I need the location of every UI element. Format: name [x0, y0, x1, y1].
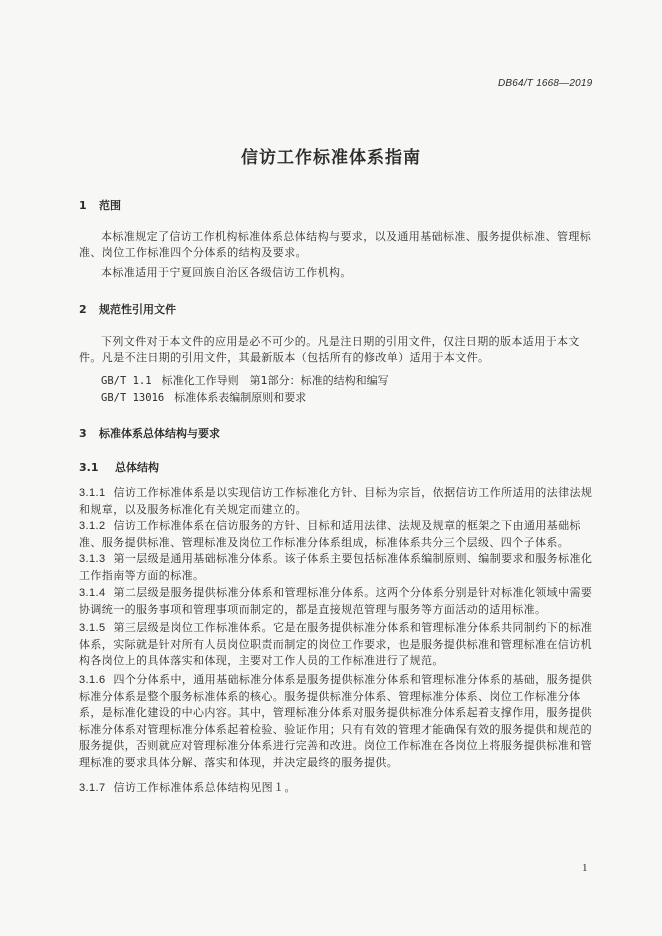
clause-number: 3.1.3 — [79, 553, 106, 565]
reference-item — [101, 372, 389, 388]
clause — [79, 518, 599, 551]
clause-number: 3.1.7 — [79, 782, 106, 794]
section-number: 1 — [79, 199, 87, 212]
clause-text: 四个分体系中，通用基础标准分体系是服务提供标准分体系和管理标准分体系的基础，服务提供标准分体系是整个服务标准体系的核心。服务提供标准分体系、管理标准分体系、岗位工作标准分体系，是标准化建设的中心内容。其中，管理标准分体系对服务提供标准分体系起着支撑作用，服务提供标准分体系对管理标准分体系起着检验、验证作用；只有有效的管理才能确保有效的服务提供和规范的服务提供，否则就应对管理标准分体系进行完善和改进。岗位工作标准在各岗位上将服务提供标准和管理标准的要求具体分解、落实和体现，并决定最终的服务提供。 — [79, 673, 593, 769]
page-title: 信访工作标准体系指南 — [241, 148, 421, 168]
reference-code: GB/T 1.1 — [101, 375, 152, 387]
page-number: 1 — [582, 862, 588, 874]
paragraph: 本标准适用于宁夏回族自治区各级信访工作机构。 — [101, 266, 352, 279]
clause-number: 3.1.6 — [79, 674, 106, 686]
clause-text: 信访工作标准体系在信访服务的方针、目标和适用法律、法规及规章的框架之下由通用基础标准、服务提供标准、管理标准及岗位工作标准分体系组成，标准体系共分三个层级、四个子体系。 — [79, 519, 581, 549]
reference-code: GB/T 13016 — [101, 392, 165, 404]
reference-title: 标准体系表编制原则和要求 — [174, 391, 307, 404]
clause — [79, 485, 599, 518]
clause-text: 信访工作标准体系是以实现信访工作标准化方针、目标为宗旨，依据信访工作所适用的法律法规和规章，以及服务标准化有关规定而建立的。 — [79, 486, 593, 516]
reference-item — [101, 389, 306, 405]
reference-title: 标准化工作导则 第1部分：标准的结构和编写 — [161, 374, 389, 387]
section-title: 标准体系总体结构与要求 — [99, 427, 220, 440]
section-3-heading — [79, 425, 220, 441]
paragraph: 下列文件对于本文件的应用是必不可少的。凡是注日期的引用文件，仅注日期的版本适用于本文件。凡是不注日期的引用文件，其最新版本（包括所有的修改单）适用于本文件。 — [79, 335, 580, 364]
clause — [79, 620, 599, 670]
subsection-heading — [79, 459, 159, 475]
clause-number: 3.1.4 — [79, 587, 106, 599]
clause — [79, 551, 599, 584]
clause-text: 信访工作标准体系总体结构见图１。 — [113, 781, 296, 794]
clause — [79, 672, 599, 771]
clause-number: 3.1.5 — [79, 622, 106, 634]
section-title: 范围 — [99, 199, 121, 212]
subsection-number: 3.1 — [79, 461, 99, 474]
document-code: DB64/T 1668—2019 — [498, 78, 593, 89]
clause-number: 3.1.2 — [79, 520, 106, 532]
section-number: 3 — [79, 427, 87, 440]
subsection-title: 总体结构 — [115, 461, 159, 474]
clause-text: 第一层级是通用基础标准分体系。该子体系主要包括标准体系编制原则、编制要求和服务标准化工作指南等方面的标准。 — [79, 552, 593, 582]
clause — [79, 585, 599, 618]
section-2-heading — [79, 301, 176, 317]
section-1-heading — [79, 197, 121, 213]
section-number: 2 — [79, 303, 87, 316]
clause-text: 第二层级是服务提供标准分体系和管理标准分体系。这两个分体系分别是针对标准化领域中需要协调统一的服务事项和管理事项而制定的，都是直接规范管理与服务等方面活动的适用标准。 — [79, 586, 593, 616]
paragraph: 本标准规定了信访工作机构标准体系总体结构与要求，以及通用基础标准、服务提供标准、管理标准、岗位工作标准四个分体系的结构及要求。 — [79, 230, 592, 259]
clause-number: 3.1.1 — [79, 487, 106, 499]
clause-text: 第三层级是岗位工作标准体系。它是在服务提供标准分体系和管理标准分体系共同制约下的标准体系，实际就是针对所有人员岗位职责而制定的岗位工作要求，也是服务提供标准和管理标准在信访机构各岗位上的具体落实和体现，主要对工作人员的工作标准进行了规范。 — [79, 621, 593, 667]
section-title: 规范性引用文件 — [99, 303, 176, 316]
clause — [79, 780, 599, 797]
